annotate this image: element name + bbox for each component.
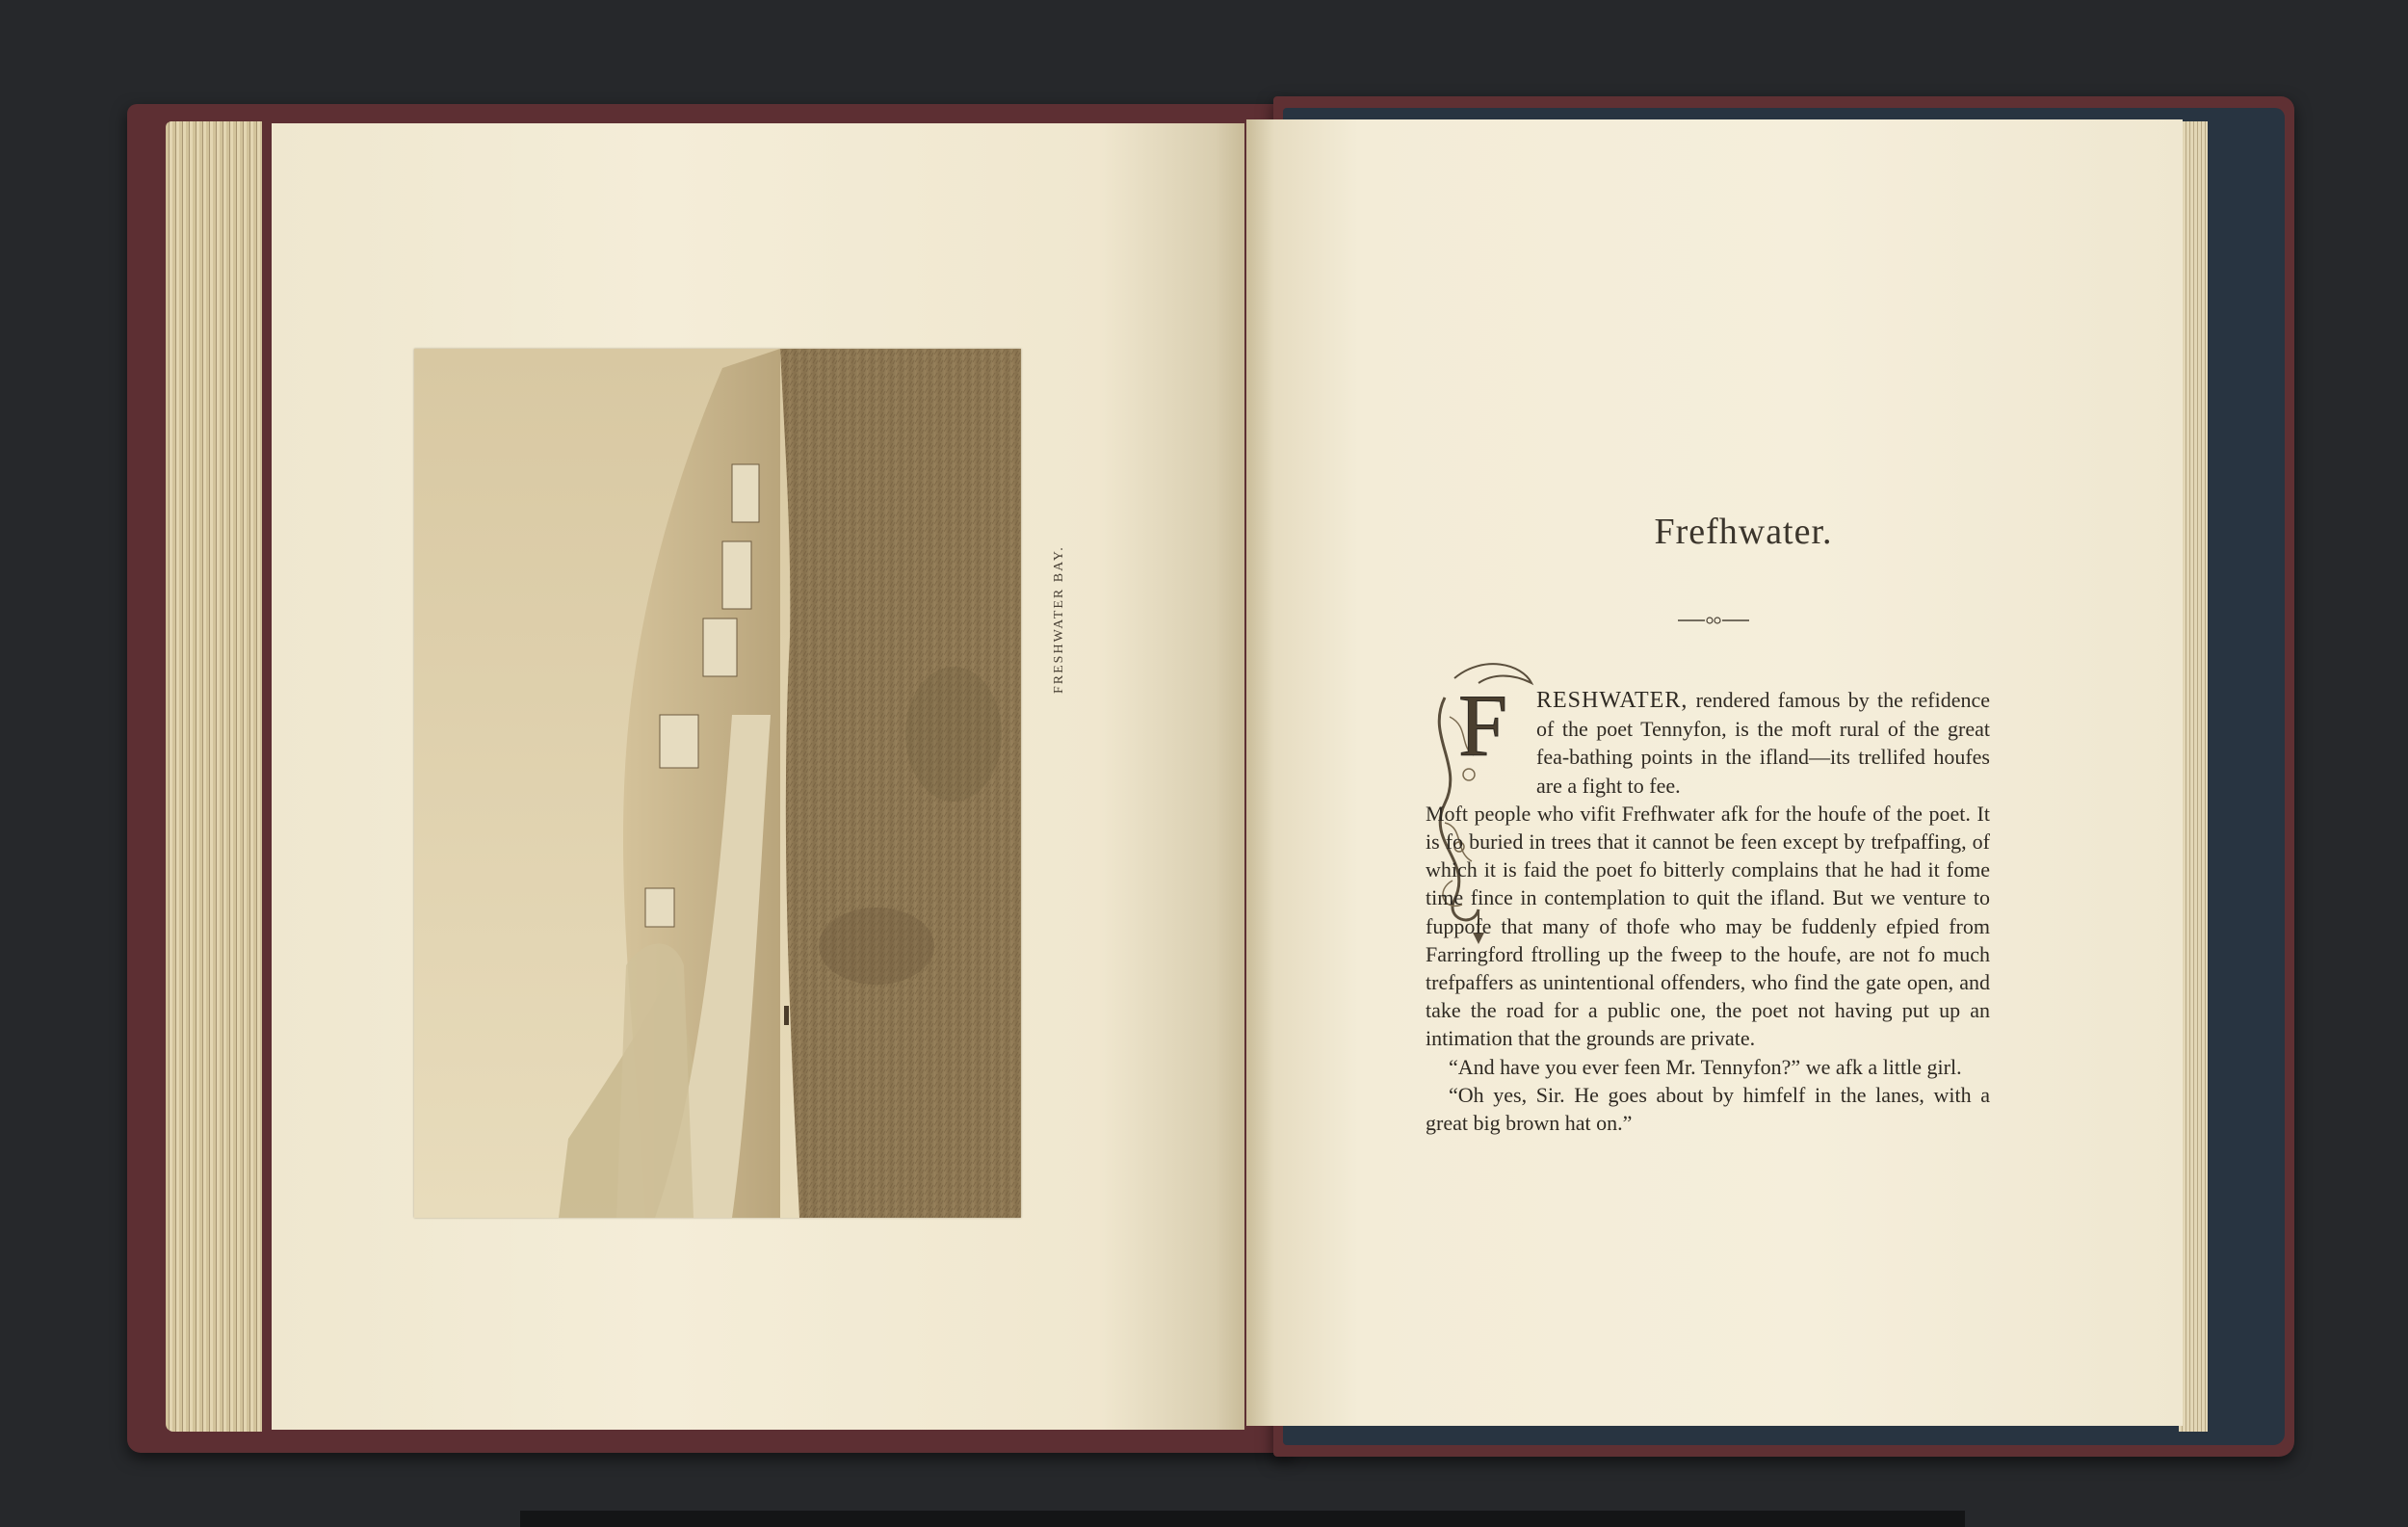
freshwater-bay-photograph bbox=[414, 349, 1021, 1218]
page-title: Frefhwater. bbox=[1654, 512, 1833, 552]
paragraph-1 bbox=[1426, 686, 1990, 800]
drop-cap-letter: F bbox=[1458, 676, 1508, 775]
paragraph-4: “Oh yes, Sir. He goes about by himfelf in the lanes, with a great big brown hat on.” bbox=[1426, 1082, 1990, 1136]
right-page-edges bbox=[2179, 121, 2208, 1432]
photo-caption: FRESHWATER BAY. bbox=[1052, 545, 1066, 694]
paragraph-1-lead: RESHWATER, bbox=[1536, 688, 1688, 713]
title-ornament bbox=[1678, 614, 1749, 627]
left-page-edges bbox=[166, 121, 262, 1432]
paragraph-2: Moft people who vifit Frefhwater afk for the houfe of the poet. It is fo buried in trees that it cannot be feen except by trefpaffing, of which it is faid the poet fo bitterly complains that he had it fome time fince in contemplation to quit the ifland. But we venture to fuppofe that many of thofe who may be fuddenly efpied from Farringford ftrolling up the fweep to the houfe, are not fo much trefpaffers as unintentional offenders, who find the gate open, and take the road for a public one, the poet not having put up an intimation that the grounds are private. bbox=[1426, 801, 1990, 1051]
paragraph-3: “And have you ever feen Mr. Tennyfon?” we afk a little girl. bbox=[1449, 1054, 1962, 1079]
paragraph-1-text: rendered famous by the refidence of the poet Tennyfon, is the moft rural of the great fea-bathing points in the ifland—its trellifed houfes are a fight to fee. bbox=[1536, 688, 1990, 798]
body-text bbox=[1426, 686, 1990, 1137]
